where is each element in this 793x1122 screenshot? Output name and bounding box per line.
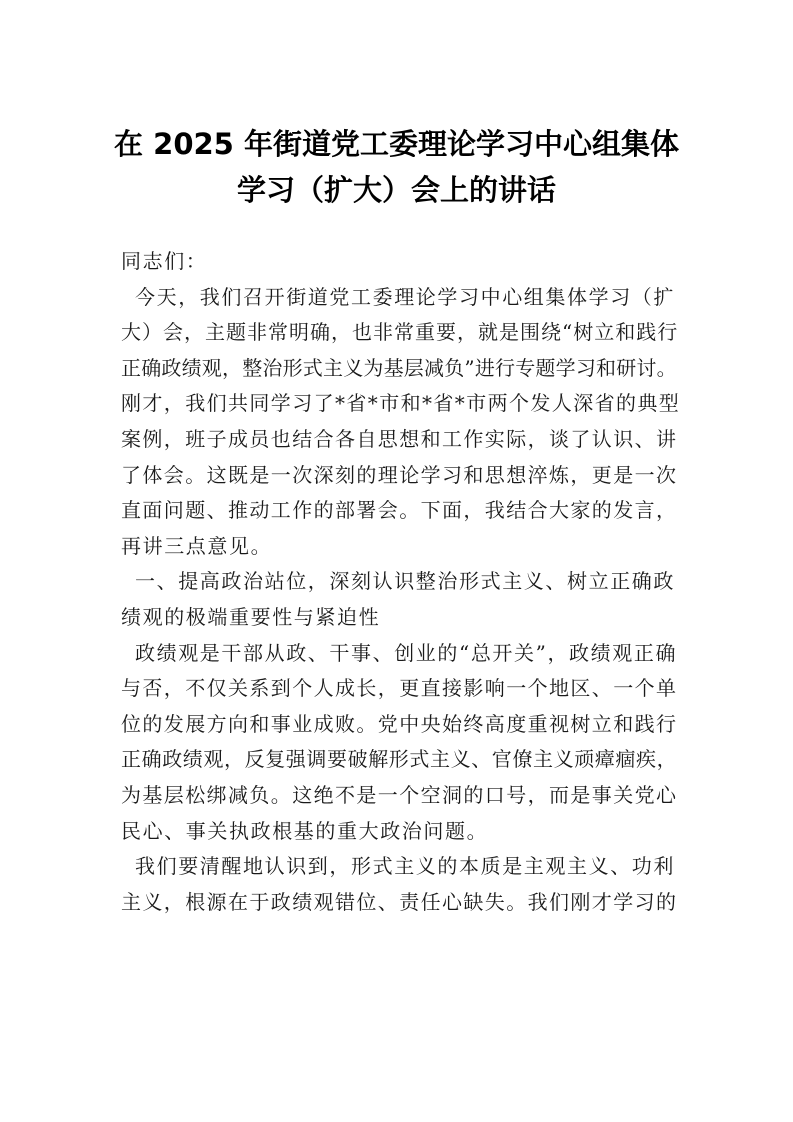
document-body: [121, 244, 681, 920]
paragraph-formalism-essence: [121, 849, 681, 920]
paragraph-line: 案例，班子成员也结合各自思想和工作实际，谈了认识、讲: [121, 426, 678, 451]
paragraph-line: 再讲三点意见。: [121, 533, 273, 558]
paragraph-line: 正确政绩观，反复强调要破解形式主义、官僚主义顽瘴痼疾，: [121, 747, 678, 772]
paragraph-line: 我们要清醒地认识到，形式主义的本质是主观主义、功利: [135, 854, 675, 879]
paragraph-political-performance: [121, 636, 681, 850]
document-title-line-1: 在 2025 年街道党工委理论学习中心组集体: [114, 127, 679, 161]
section-heading-1: [121, 564, 681, 635]
paragraph-line: 为基层松绑减负。这绝不是一个空洞的口号，而是事关党心: [121, 782, 678, 807]
paragraph-line: 刚才，我们共同学习了*省*市和*省*市两个发人深省的典型: [121, 391, 681, 416]
document-title-line-2: 学习（扩大）会上的讲话: [236, 173, 556, 207]
paragraph-line: 民心、事关执政根基的重大政治问题。: [121, 818, 489, 843]
heading-line: 绩观的极端重要性与紧迫性: [121, 604, 381, 629]
salutation: 同志们：: [121, 249, 208, 273]
paragraph-line: 主义，根源在于政绩观错位、责任心缺失。我们刚才学习的: [121, 889, 678, 914]
paragraph-line: 直面问题、推动工作的部署会。下面，我结合大家的发言，: [121, 498, 678, 523]
paragraph-line: 今天，我们召开街道党工委理论学习中心组集体学习（扩: [135, 284, 675, 309]
paragraph-line: 大）会，主题非常明确，也非常重要，就是围绕“树立和践行: [121, 320, 679, 345]
paragraph-line: 政绩观是干部从政、干事、创业的“总开关”，政绩观正确: [135, 640, 678, 665]
paragraph-line: 与否，不仅关系到个人成长，更直接影响一个地区、一个单: [121, 676, 678, 701]
heading-line: 一、提高政治站位，深刻认识整治形式主义、树立正确政: [135, 569, 675, 594]
paragraph-line: 正确政绩观，整治形式主义为基层减负”进行专题学习和研讨。: [121, 355, 677, 380]
paragraph-opening: [121, 280, 681, 565]
paragraph-line: 位的发展方向和事业成败。党中央始终高度重视树立和践行: [121, 711, 678, 736]
paragraph-line: 了体会。这既是一次深刻的理论学习和思想淬炼，更是一次: [121, 462, 678, 487]
